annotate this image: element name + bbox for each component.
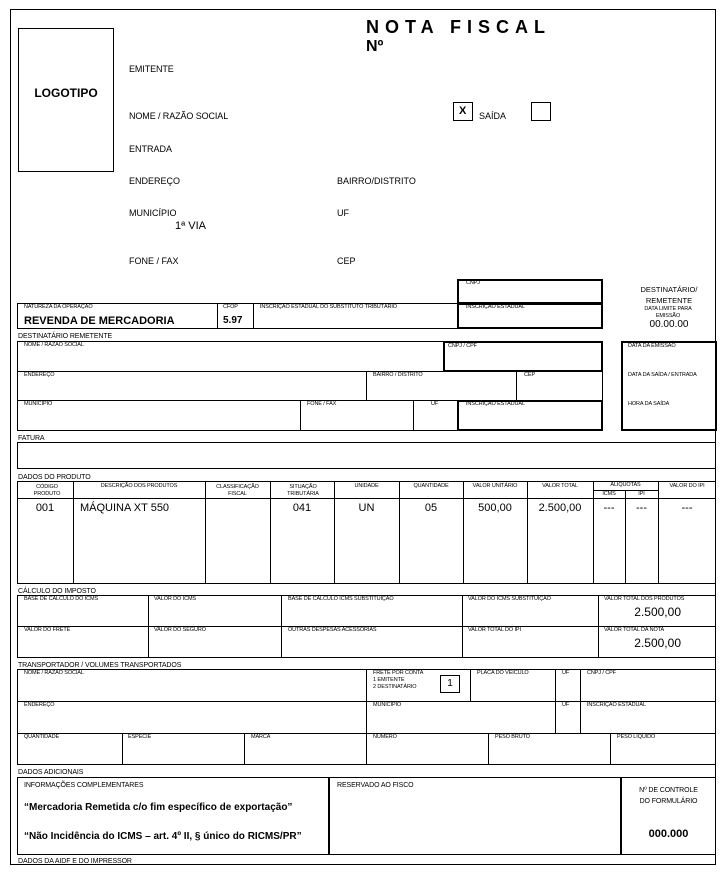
frete-conta-value: 1: [447, 678, 453, 689]
col-ipi: IPI: [638, 491, 645, 497]
destinatario-endereco-label: ENDEREÇO: [24, 372, 55, 378]
volume-peso-liquido-label: PESO LÍQUIDO: [617, 734, 656, 740]
reservado-fisco-label: RESERVADO AO FISCO: [337, 782, 414, 789]
controle-label-2: DO FORMULÁRIO: [639, 798, 698, 805]
row-valor-ipi: ---: [681, 502, 693, 514]
emitente-ie-label: INSCRIÇÃO ESTADUAL: [466, 304, 525, 310]
transportador-section-title: TRANSPORTADOR / VOLUMES TRANSPORTADOS: [18, 662, 182, 669]
destinatario-ie-label: INSCRIÇÃO ESTADUAL: [466, 401, 525, 407]
info-complementares-label: INFORMAÇÕES COMPLEMENTARES: [24, 782, 144, 789]
transp-uf-label: UF: [562, 670, 570, 676]
col-situacao: SITUAÇÃO TRIBUTÁRIA: [287, 484, 319, 497]
footer-impressor: DADOS DA AIDF E DO IMPRESSOR: [18, 858, 132, 865]
frete-conta-label-3: 2 DESTINATÁRIO: [373, 684, 417, 690]
data-limite-value: 00.00.00: [649, 319, 689, 330]
row-descricao: MÁQUINA XT 550: [80, 502, 170, 514]
col-codigo: CÓDIGO PRODUTO: [33, 484, 61, 497]
row-valor-unitario: 500,00: [478, 502, 512, 514]
data-emissao-label: DATA DA EMISSÃO: [628, 343, 676, 349]
col-icms: ICMS: [602, 491, 616, 497]
via-label: 1ª VIA: [175, 220, 206, 232]
controle-label-1: Nº DE CONTROLE: [639, 787, 698, 794]
adicionais-section-title: DADOS ADICIONAIS: [18, 769, 84, 776]
info-texto-2: “Não Incidência do ICMS – art. 4º II, § único do RICMS/PR”: [24, 831, 302, 842]
fatura-box: [17, 442, 716, 469]
saida-label: SAÍDA: [479, 111, 507, 121]
row-situacao: 041: [292, 502, 312, 514]
col-descricao: DESCRIÇÃO DOS PRODUTOS: [100, 483, 178, 489]
emitente-nome-label: NOME / RAZÃO SOCIAL: [129, 111, 229, 121]
ie-subst-label: INSCRIÇÃO ESTADUAL DO SUBSTITUTO TRIBUTÁRIO: [260, 304, 397, 310]
emitente-municipio-label: MUNICÍPIO: [129, 208, 177, 218]
total-nota-value: 2.500,00: [634, 636, 681, 650]
volume-marca-label: MARCA: [251, 734, 271, 740]
emitente-fone-label: FONE / FAX: [129, 256, 179, 266]
transp-municipio-label: MUNICÍPIO: [373, 702, 402, 708]
destinatario-fone-label: FONE / FAX: [307, 401, 337, 407]
volume-especie-label: ESPÉCIE: [128, 734, 152, 740]
col-valor-ipi: VALOR DO IPI: [669, 483, 705, 489]
valor-icms-label: VALOR DO ICMS: [154, 596, 196, 602]
row-icms: ---: [603, 502, 615, 514]
col-classificacao: CLASSIFICAÇÃO FISCAL: [216, 484, 259, 497]
frete-conta-label-1: FRETE POR CONTA: [373, 670, 424, 676]
row-quantidade: 05: [424, 502, 438, 514]
entrada-checkbox[interactable]: [531, 102, 551, 121]
outras-despesas-label: OUTRAS DESPESAS ACESSÓRIAS: [288, 627, 377, 633]
volume-quantidade-label: QUANTIDADE: [24, 734, 60, 740]
volume-peso-bruto-label: PESO BRUTO: [495, 734, 530, 740]
datas-box: [621, 341, 717, 431]
destinatario-nome-label: NOME / RAZÃO SOCIAL: [24, 342, 84, 348]
destinatario-cep-label: CEP: [524, 372, 536, 378]
natureza-value: REVENDA DE MERCADORIA: [24, 315, 175, 327]
hora-saida-label: HORA DA SAÍDA: [628, 401, 670, 407]
col-valor-total: VALOR TOTAL: [542, 483, 578, 489]
emitente-cnpj-label: CNPJ: [466, 280, 480, 286]
logo-placeholder: LOGOTIPO: [34, 86, 98, 100]
destinatario-municipio-label: MUNICÍPIO: [24, 401, 53, 407]
data-saida-label: DATA DA SAÍDA / ENTRADA: [628, 372, 697, 378]
form-title: NOTA FISCAL: [366, 17, 551, 37]
frete-conta-label-2: 1 EMITENTE: [373, 677, 405, 683]
row-codigo: 001: [35, 502, 55, 514]
controle-value: 000.000: [648, 828, 689, 840]
seguro-label: VALOR DO SEGURO: [154, 627, 206, 633]
volume-numero-label: NÚMERO: [373, 734, 397, 740]
destinatario-bairro-label: BAIRRO / DISTRITO: [373, 372, 423, 378]
destinatario-uf-label: UF: [431, 401, 439, 407]
data-limite-label: DATA LIMITE PARA EMISSÃO: [644, 306, 692, 319]
col-aliquotas: ALÍQUOTAS: [610, 482, 641, 488]
transp-uf2-label: UF: [562, 702, 570, 708]
transp-nome-label: NOME / RAZÃO SOCIAL: [24, 670, 84, 676]
base-subst-label: BASE DE CÁLCULO ICMS SUBSTITUIÇÃO: [288, 596, 394, 602]
placa-label: PLACA DO VEÍCULO: [477, 670, 529, 676]
total-produtos-value: 2.500,00: [634, 605, 681, 619]
destinatario-cnpj-label: CNPJ / CPF: [448, 343, 477, 349]
valor-subst-label: VALOR DO ICMS SUBSTITUIÇÃO: [468, 596, 551, 602]
row-ipi: ---: [636, 502, 647, 514]
base-icms-label: BASE DE CÁLCULO DO ICMS: [24, 596, 99, 602]
produtos-section-title: DADOS DO PRODUTO: [18, 474, 91, 481]
form-number-label: Nº: [366, 38, 384, 55]
calculo-section-title: CÁLCULO DO IMPOSTO: [18, 588, 96, 595]
row-unidade: UN: [358, 502, 375, 514]
info-texto-1: “Mercadoria Remetida c/o fim específico de exportação”: [24, 802, 293, 813]
destinatario-section-title: DESTINATÁRIO REMETENTE: [18, 333, 113, 340]
frete-label: VALOR DO FRETE: [24, 627, 71, 633]
logo-box: [18, 28, 114, 172]
transp-cnpj-label: CNPJ / CPF: [587, 670, 616, 676]
entrada-label: ENTRADA: [129, 144, 173, 154]
emitente-label: EMITENTE: [129, 64, 174, 74]
emitente-uf-label: UF: [337, 208, 349, 218]
saida-check-mark: X: [459, 105, 467, 117]
total-ipi-label: VALOR TOTAL DO IPI: [468, 627, 521, 633]
natureza-label: NATUREZA DA OPERAÇÃO: [24, 304, 93, 310]
col-valor-unitario: VALOR UNITÁRIO: [472, 483, 518, 489]
transp-ie-label: INSCRIÇÃO ESTADUAL: [587, 702, 646, 708]
total-nota-label: VALOR TOTAL DA NOTA: [604, 627, 665, 633]
destinatario-info: DESTINATÁRIO/ REMETENTE: [640, 285, 698, 305]
cfop-value: 5.97: [223, 315, 243, 326]
fatura-section-title: FATURA: [18, 435, 45, 442]
col-quantidade: QUANTIDADE: [413, 483, 449, 489]
cfop-label: CFOP: [223, 304, 238, 310]
emitente-endereco-label: ENDEREÇO: [129, 176, 181, 186]
emitente-bairro-label: BAIRRO/DISTRITO: [337, 176, 416, 186]
total-produtos-label: VALOR TOTAL DOS PRODUTOS: [604, 596, 685, 602]
emitente-cep-label: CEP: [337, 256, 356, 266]
col-unidade: UNIDADE: [354, 483, 379, 489]
row-valor-total: 2.500,00: [538, 502, 582, 514]
transp-endereco-label: ENDEREÇO: [24, 702, 55, 708]
